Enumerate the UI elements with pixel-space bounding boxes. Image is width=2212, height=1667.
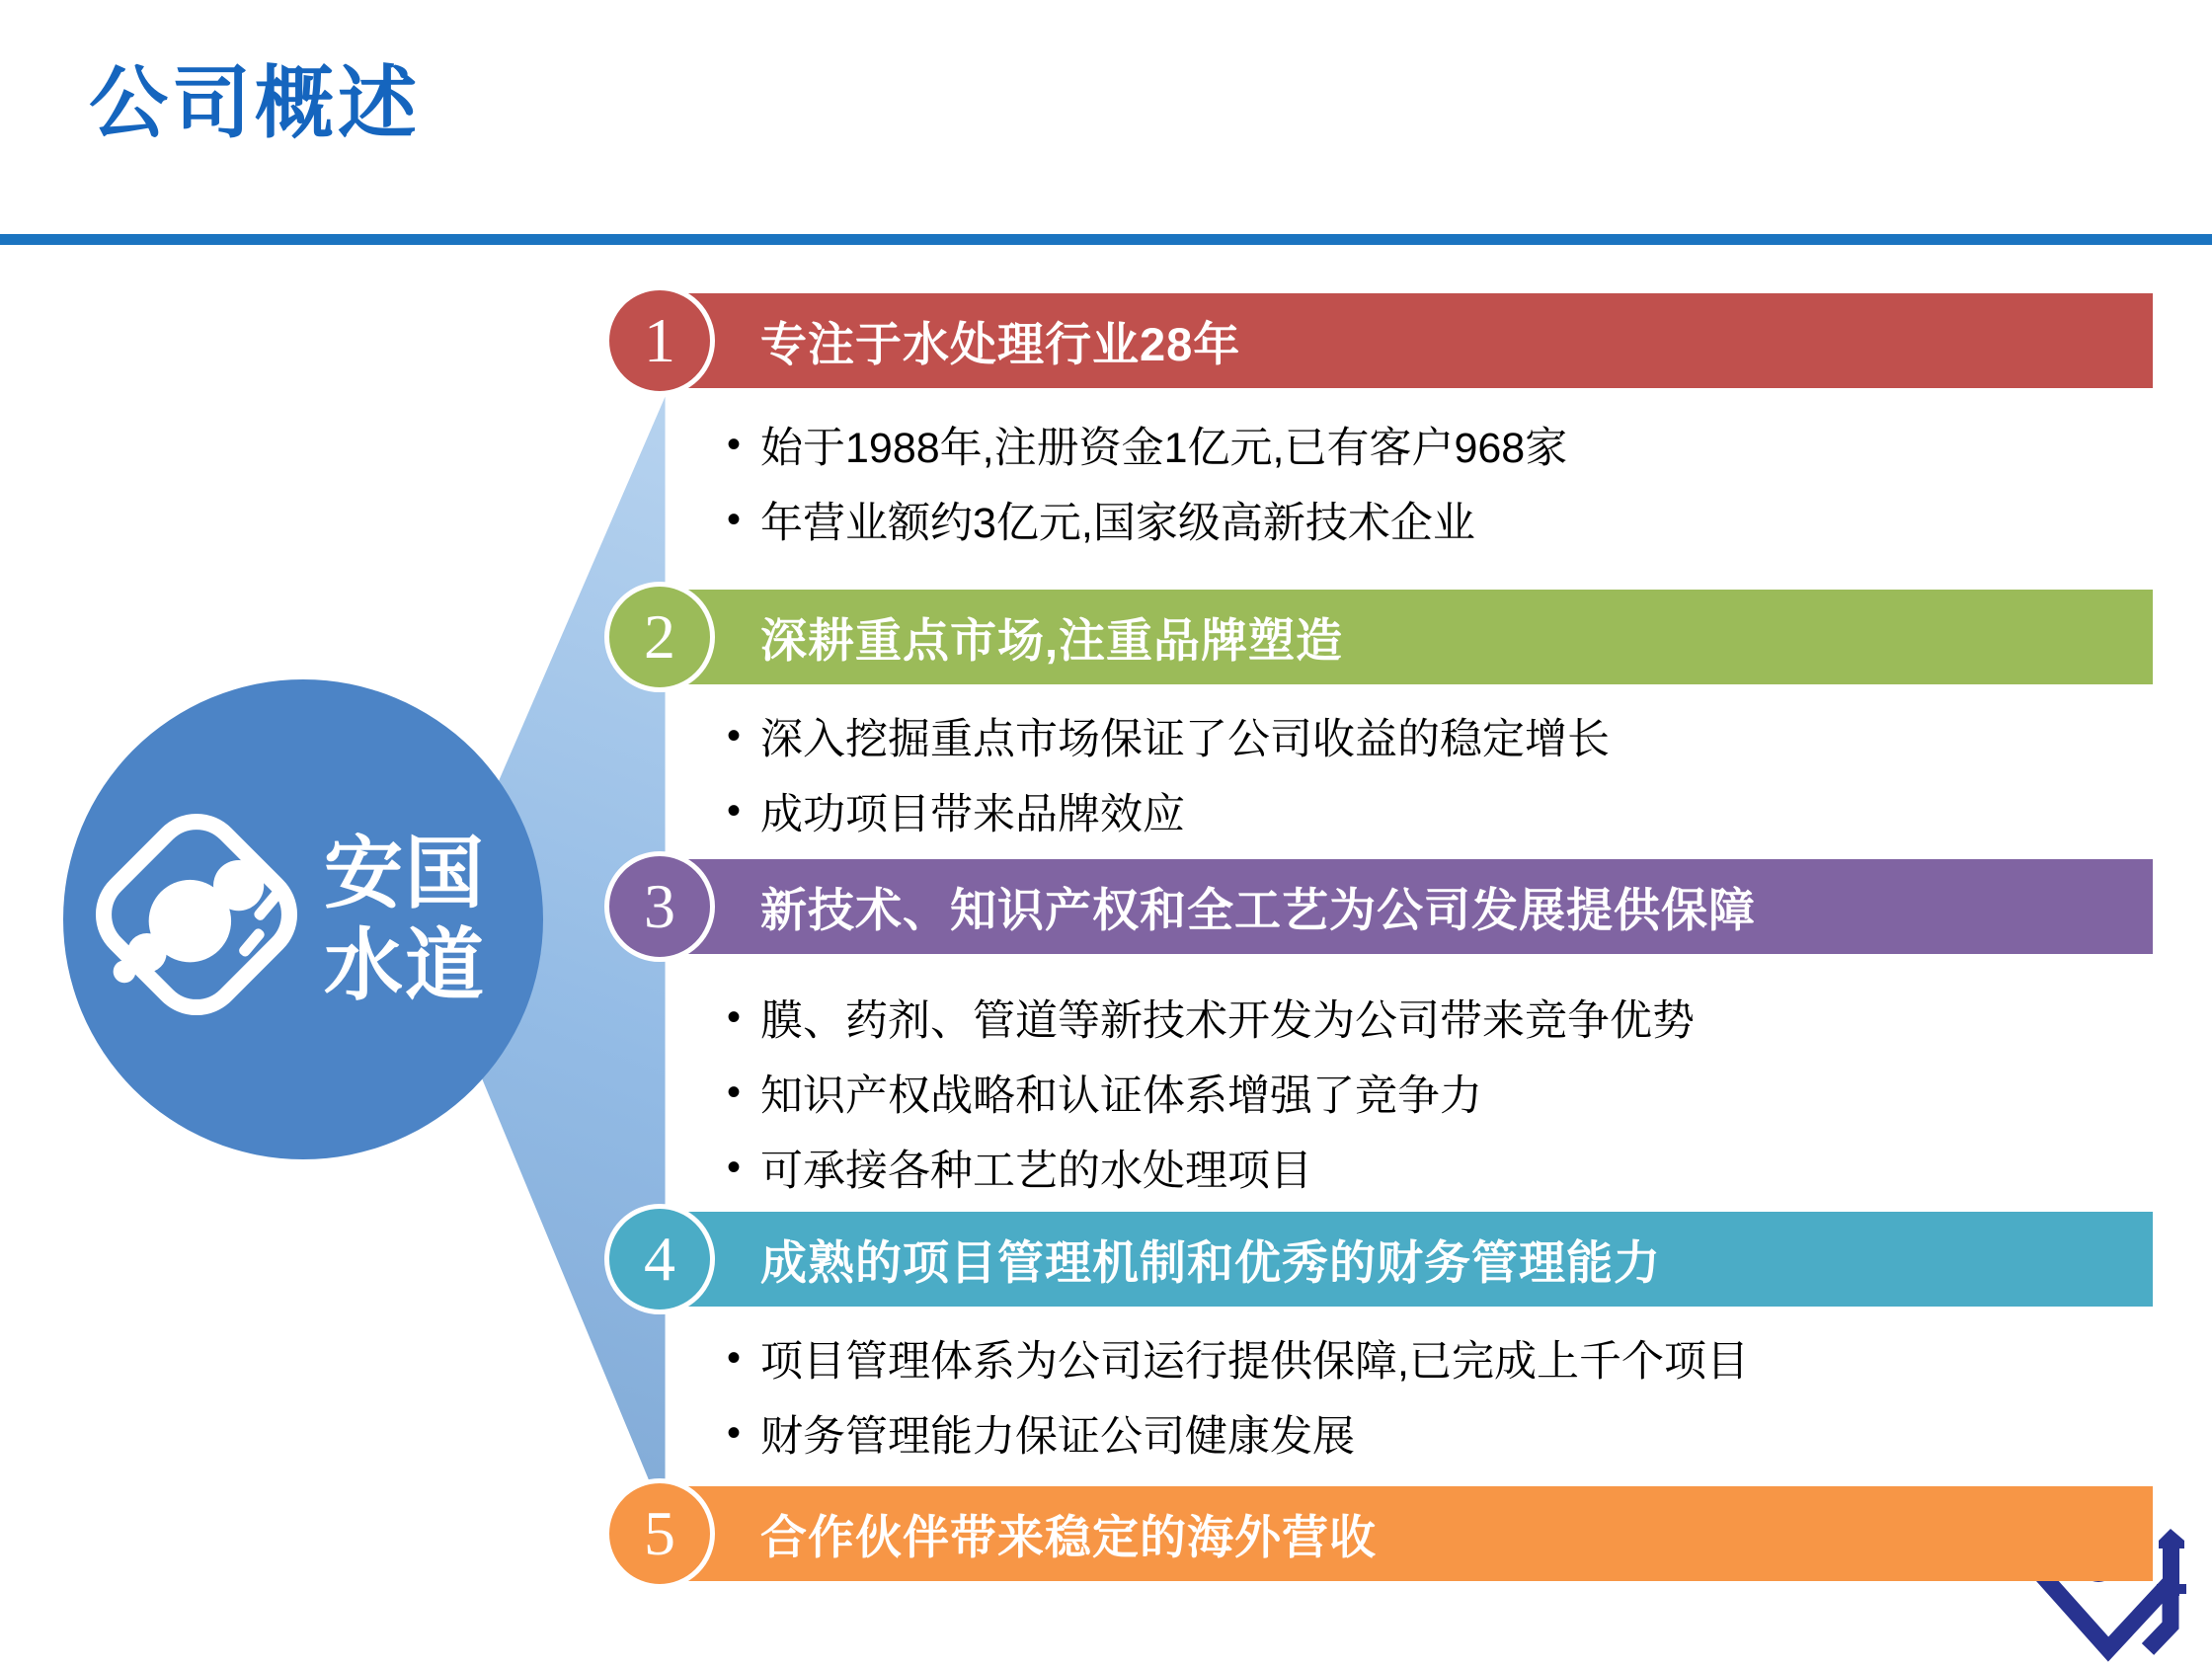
section-5-bar xyxy=(658,1486,2153,1581)
list-item: • 成功项目带来品牌效应 xyxy=(727,788,1185,838)
section-4-number: 4 xyxy=(644,1224,675,1294)
bullet-icon: • xyxy=(727,994,742,1039)
section-5-number-badge xyxy=(604,1478,715,1589)
section-4-title: 成熟的项目管理机制和优秀的财务管理能力 xyxy=(760,1235,1661,1289)
section-2-number-badge xyxy=(604,582,715,692)
section-1-title: 专注于水处理行业28年 xyxy=(760,317,1241,370)
section-3-bullets xyxy=(727,980,1695,1205)
section-5-title: 合作伙伴带来稳定的海外营收 xyxy=(760,1510,1377,1563)
section-3-bar xyxy=(658,859,2153,954)
list-item: • 项目管理体系为公司运行提供保障,已完成上千个项目 xyxy=(727,1335,1749,1386)
section-3-title: 新技术、知识产权和全工艺为公司发展提供保障 xyxy=(760,883,1756,936)
section-5-number: 5 xyxy=(644,1498,675,1568)
section-2-bullets xyxy=(727,698,1610,848)
section-4-bar xyxy=(658,1212,2153,1307)
list-item: • 知识产权战略和认证体系增强了竞争力 xyxy=(727,1070,1482,1120)
bullet-icon: • xyxy=(727,1070,742,1114)
bullet-icon: • xyxy=(727,788,742,833)
bullet-icon: • xyxy=(727,1335,742,1380)
brand-circle xyxy=(63,679,543,1159)
section-2-number: 2 xyxy=(644,601,675,672)
brand-name xyxy=(324,828,486,1011)
section-4-number-badge xyxy=(604,1204,715,1314)
list-item: • 深入挖掘重点市场保证了公司收益的稳定增长 xyxy=(727,713,1610,763)
bullet-icon: • xyxy=(727,422,742,466)
list-item: • 年营业额约3亿元,国家级高新技术企业 xyxy=(727,497,1475,547)
section-4-bullets xyxy=(727,1320,1749,1470)
list-item: • 膜、药剂、管道等新技术开发为公司带来竞争优势 xyxy=(727,994,1695,1045)
section-1-bullets xyxy=(727,407,1567,557)
list-item: • 财务管理能力保证公司健康发展 xyxy=(727,1410,1355,1461)
section-3-number-badge xyxy=(604,851,715,962)
section-1-number-badge xyxy=(604,285,715,396)
brand-name-line2: 水道 xyxy=(324,921,486,1009)
section-3-number: 3 xyxy=(644,871,675,941)
bullet-icon: • xyxy=(727,1410,742,1455)
bullet-icon: • xyxy=(727,1145,742,1189)
section-2-bar xyxy=(658,590,2153,684)
section-2-title: 深耕重点市场,注重品牌塑造 xyxy=(760,613,1344,667)
bullet-icon: • xyxy=(727,713,742,757)
page-title: 公司概述 xyxy=(89,59,421,147)
brand-name-line1: 安国 xyxy=(324,830,486,917)
bullet-icon: • xyxy=(727,497,742,541)
section-1-number: 1 xyxy=(644,305,675,375)
title-divider-line xyxy=(0,234,2212,245)
list-item: • 始于1988年,注册资金1亿元,已有客户968家 xyxy=(727,422,1568,472)
section-1-bar xyxy=(658,293,2153,388)
list-item: • 可承接各种工艺的水处理项目 xyxy=(727,1145,1312,1195)
pipe-valve-icon xyxy=(89,801,304,1028)
